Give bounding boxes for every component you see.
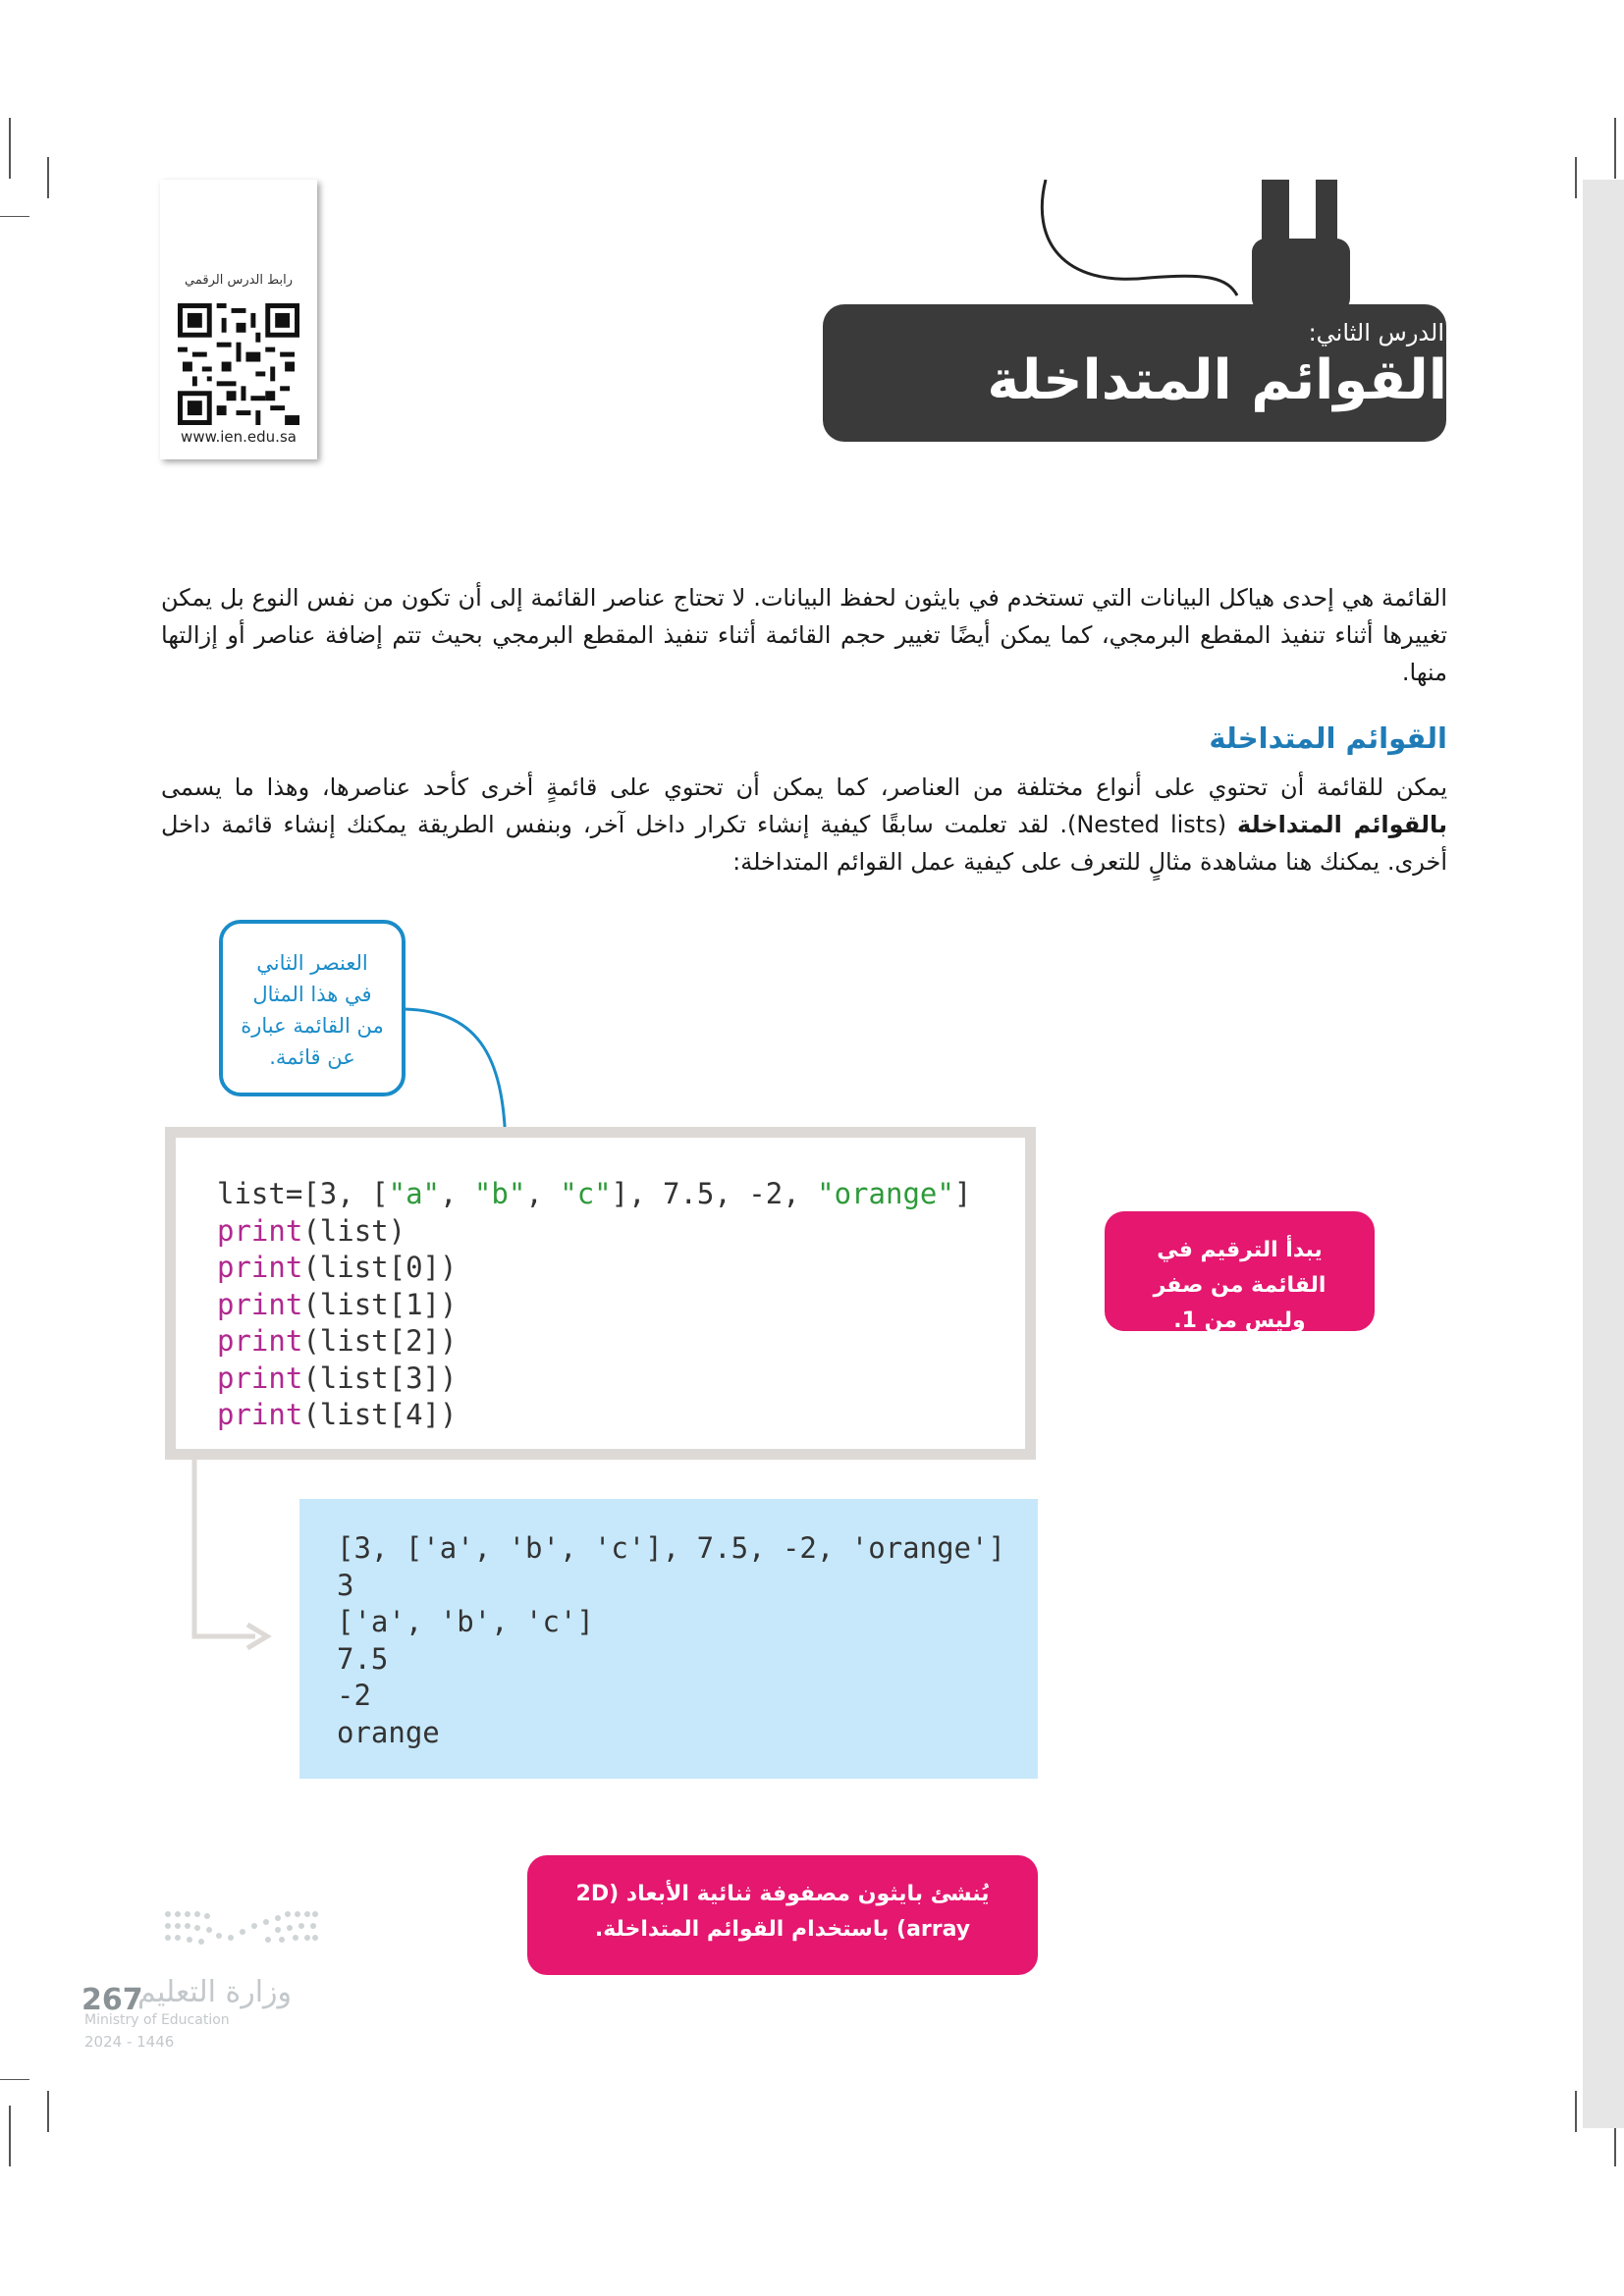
qr-url[interactable]: www.ien.edu.sa — [181, 428, 297, 446]
output-line: orange — [337, 1715, 440, 1749]
section-text-after: (Nested lists). لقد تعلمت سابقًا كيفية إنشاء تكرار داخل آخر، وبنفس الطريقة يمكنك إنشاء قائمة داخل أخرى. يمكنك هنا مشاهدة مثالٍ للتعرف على كيفية عمل القوائم المتداخلة: — [161, 811, 1447, 876]
section-heading: القوائم المتداخلة — [1209, 721, 1447, 755]
crop-mark — [47, 2091, 49, 2132]
code-line: print(list[0]) — [217, 1251, 458, 1284]
lesson-label: الدرس الثاني: — [1308, 319, 1444, 347]
qr-caption: رابط الدرس الرقمي — [185, 273, 293, 288]
section-bold-term: بالقوائم المتداخلة — [1237, 811, 1447, 838]
crop-mark — [9, 2106, 11, 2166]
ministry-name-ar: وزارة التعليم — [137, 1975, 293, 2009]
crop-mark — [1614, 118, 1616, 179]
crop-mark — [1575, 157, 1577, 198]
output-block — [299, 1499, 1038, 1779]
code-line: print(list[1]) — [217, 1287, 458, 1321]
code-line: print(list) — [217, 1213, 406, 1248]
code-line: print(list[2]) — [217, 1324, 458, 1358]
ministry-name-en: Ministry of Education — [84, 2012, 230, 2028]
callout-bubble — [219, 920, 406, 1096]
section-paragraph — [161, 769, 1447, 881]
output-arrow-icon — [187, 1460, 275, 1656]
note-indexing: يبدأ الترقيم في القائمة من صفر وليس من 1. — [1105, 1211, 1375, 1331]
section-text-before: يمكن للقائمة أن تحتوي على أنواع مختلفة من العناصر، كما يمكن أن تحتوي على قائمةٍ أخرى كأحد عناصرها، وهذا ما يسمى — [161, 774, 1447, 801]
output-line: 7.5 — [337, 1641, 389, 1676]
crop-mark — [9, 118, 11, 179]
note-2d-array: يُنشئ بايثون مصفوفة ثنائية الأبعاد (2D array) باستخدام القوائم المتداخلة. — [527, 1855, 1038, 1975]
intro-paragraph: القائمة هي إحدى هياكل البيانات التي تستخدم في بايثون لحفظ البيانات. لا تحتاج عناصر القائمة إلى أن تكون من نفس النوع بل يمكن تغييرها أثناء تنفيذ المقطع البرمجي، كما يمكن أيضًا تغيير حجم القائمة أثناء تنفيذ المقطع البرمجي بحيث تتم إضافة عناصر أو إزالتها منها. — [161, 584, 1447, 686]
lesson-title: القوائم المتداخلة — [987, 348, 1447, 412]
crop-mark — [0, 2079, 29, 2080]
qr-code-icon[interactable] — [178, 303, 299, 425]
code-block — [165, 1127, 1036, 1460]
crop-mark — [0, 216, 29, 217]
output-line: ['a', 'b', 'c'] — [337, 1605, 594, 1638]
crop-mark — [47, 157, 49, 198]
crop-mark — [1575, 2091, 1577, 2132]
code-line: print(list[4]) — [217, 1398, 458, 1431]
page-number: 267 — [81, 1983, 143, 2017]
code-line: print(list[3]) — [217, 1361, 458, 1395]
page-edge-strip — [1583, 180, 1624, 2128]
ministry-logo-icon — [160, 1904, 322, 1958]
output-line: -2 — [337, 1679, 371, 1712]
output-line: [3, ['a', 'b', 'c'], 7.5, -2, 'orange'] — [337, 1531, 1005, 1565]
cable-decoration — [1031, 180, 1355, 312]
code-line: list=[3, ["a", "b", "c"], 7.5, -2, "orange"] — [217, 1177, 972, 1210]
ministry-year: 2024 - 1446 — [84, 2033, 175, 2051]
output-line: 3 — [337, 1568, 354, 1602]
callout-text: العنصر الثاني في هذا المثال من القائمة عبارة عن قائمة. — [241, 951, 384, 1069]
qr-card[interactable] — [160, 180, 317, 459]
